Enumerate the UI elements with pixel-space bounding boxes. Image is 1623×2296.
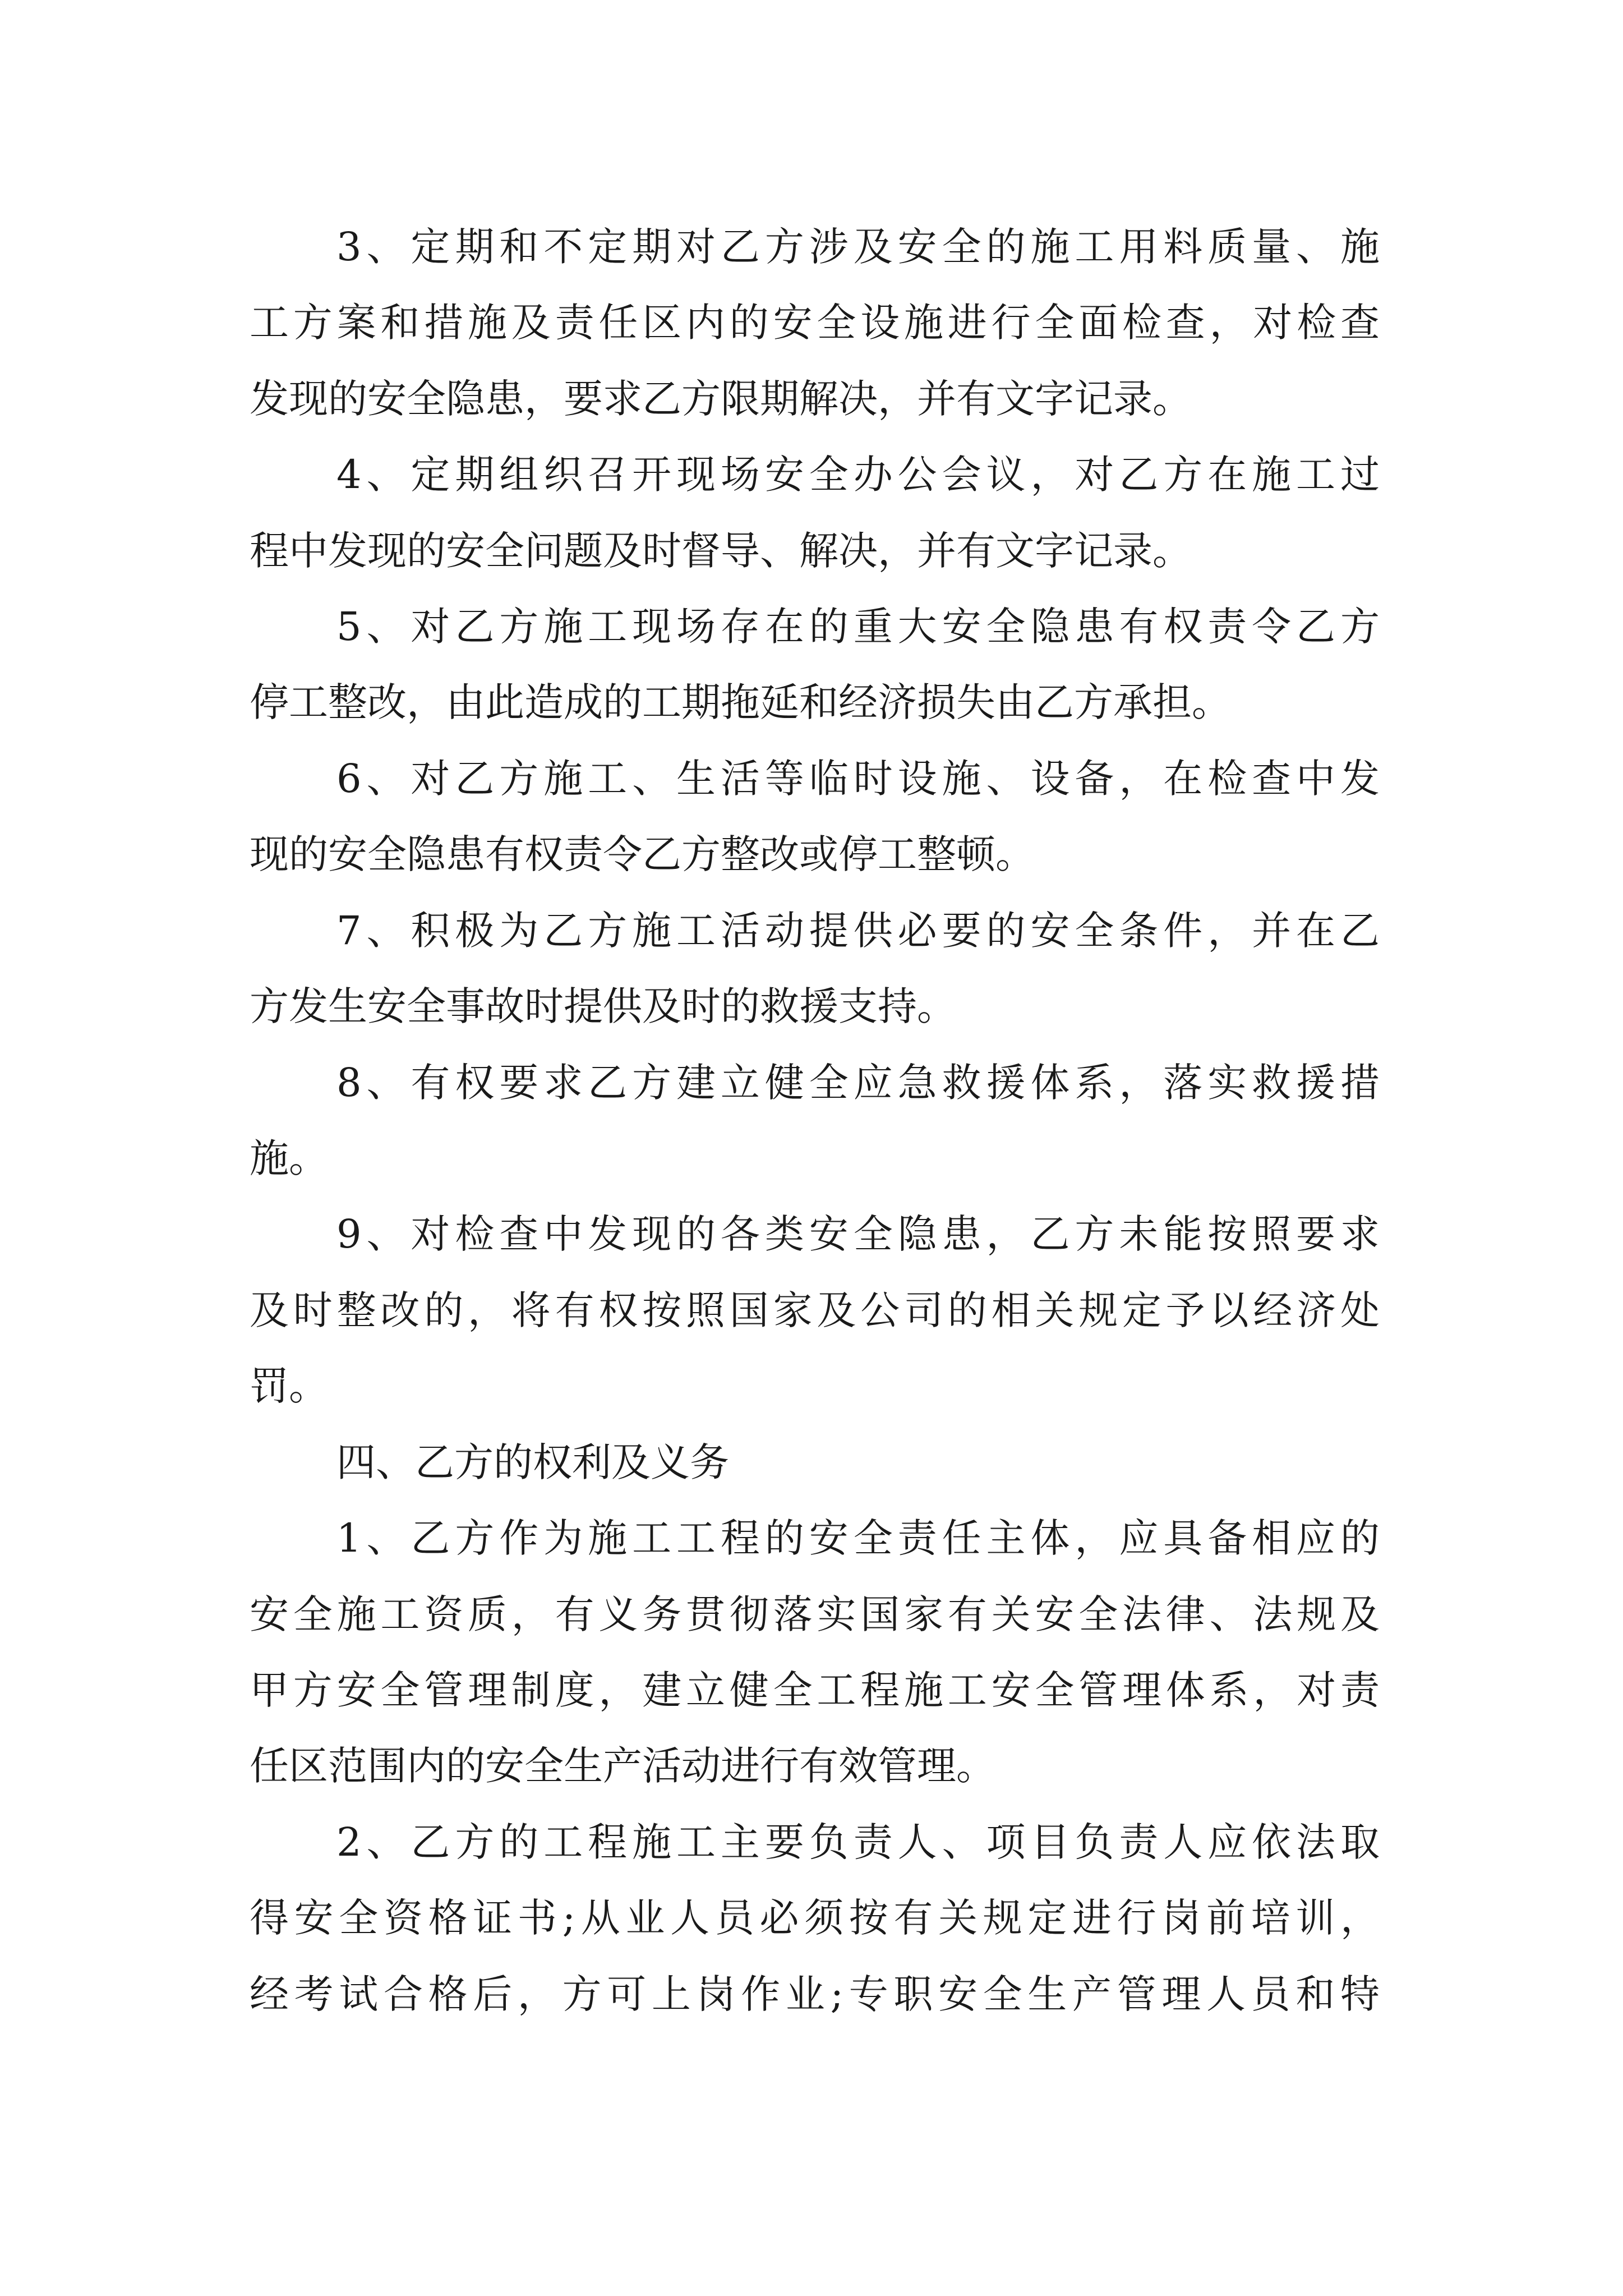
paragraph-9-line-2: 及时整改的，将有权按照国家及公司的相关规定予以经济处 — [250, 1287, 1380, 1333]
paragraph-3-line-2: 工方案和措施及责任区内的安全设施进行全面检查，对检查 — [250, 300, 1380, 346]
paragraph-4-line-1: 4、定期组织召开现场安全办公会议，对乙方在施工过 — [336, 452, 1380, 498]
section4-paragraph-2-line-2: 得安全资格证书;从业人员必须按有关规定进行岗前培训， — [250, 1895, 1380, 1941]
section4-paragraph-2-line-1: 2、乙方的工程施工主要负责人、项目负责人应依法取 — [336, 1819, 1380, 1865]
section4-paragraph-1-line-4: 任区范围内的安全生产活动进行有效管理。 — [250, 1743, 995, 1789]
paragraph-9-line-3: 罚。 — [250, 1363, 328, 1409]
paragraph-6-line-2: 现的安全隐患有权责令乙方整改或停工整顿。 — [250, 831, 1035, 877]
paragraph-3-line-1: 3、定期和不定期对乙方涉及安全的施工用料质量、施 — [336, 224, 1380, 270]
paragraph-7-line-1: 7、积极为乙方施工活动提供必要的安全条件，并在乙 — [336, 908, 1380, 954]
paragraph-6-line-1: 6、对乙方施工、生活等临时设施、设备，在检查中发 — [336, 756, 1380, 802]
paragraph-9-line-1: 9、对检查中发现的各类安全隐患，乙方未能按照要求 — [336, 1211, 1380, 1257]
paragraph-5-line-2: 停工整改，由此造成的工期拖延和经济损失由乙方承担。 — [250, 679, 1231, 725]
section-heading-4: 四、乙方的权利及义务 — [336, 1439, 729, 1485]
paragraph-4-line-2: 程中发现的安全问题及时督导、解决，并有文字记录。 — [250, 528, 1192, 574]
paragraph-5-line-1: 5、对乙方施工现场存在的重大安全隐患有权责令乙方 — [336, 604, 1380, 650]
section4-paragraph-2-line-3: 经考试合格后，方可上岗作业;专职安全生产管理人员和特 — [250, 1971, 1380, 2017]
section4-paragraph-1-line-2: 安全施工资质，有义务贯彻落实国家有关安全法律、法规及 — [250, 1591, 1380, 1637]
paragraph-7-line-2: 方发生安全事故时提供及时的救援支持。 — [250, 983, 956, 1029]
section4-paragraph-1-line-1: 1、乙方作为施工工程的安全责任主体，应具备相应的 — [336, 1515, 1380, 1561]
paragraph-3-line-3: 发现的安全隐患，要求乙方限期解决，并有文字记录。 — [250, 376, 1192, 422]
paragraph-8-line-2: 施。 — [250, 1135, 328, 1181]
paragraph-8-line-1: 8、有权要求乙方建立健全应急救援体系，落实救援措 — [336, 1060, 1380, 1106]
section4-paragraph-1-line-3: 甲方安全管理制度，建立健全工程施工安全管理体系，对责 — [250, 1667, 1380, 1713]
